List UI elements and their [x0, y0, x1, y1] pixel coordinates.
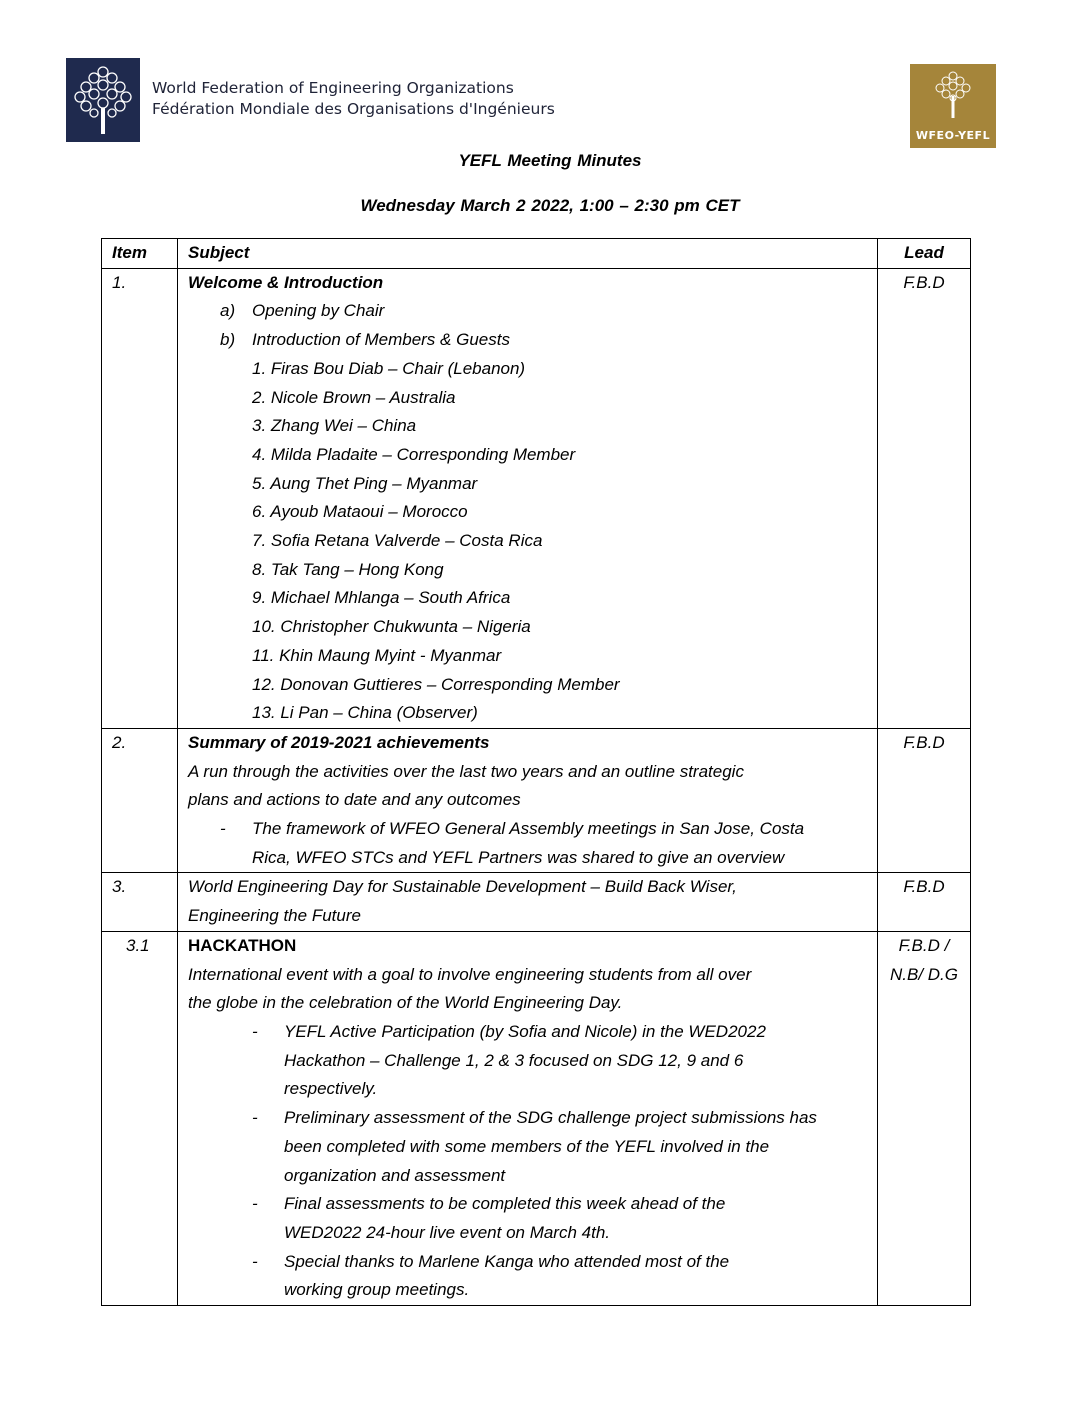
member-list-item: 13. Li Pan – China (Observer): [252, 703, 478, 723]
row-lead: F.B.D: [878, 873, 971, 931]
bullet-text: Special thanks to Marlene Kanga who attended most of the: [284, 1251, 730, 1271]
org-name-fr: Fédération Mondiale des Organisations d'Ingénieurs: [152, 100, 555, 118]
member-list-item: 7. Sofia Retana Valverde – Costa Rica: [252, 531, 543, 551]
page-title: YEFL Meeting Minutes: [458, 151, 642, 170]
bullet-continuation: organization and assessment: [284, 1165, 506, 1185]
header-lead: Lead: [878, 239, 971, 269]
bullet-item: [188, 1190, 873, 1219]
sub-item: [188, 326, 873, 355]
bullet-text: YEFL Active Participation (by Sofia and Nicole) in the WED2022: [284, 1021, 766, 1041]
bullet-text: The framework of WFEO General Assembly meetings in San Jose, Costa: [252, 819, 805, 839]
bullet-item: [188, 1018, 873, 1047]
row-lead: F.B.D: [878, 268, 971, 728]
bullet-text: Final assessments to be completed this week ahead of the: [284, 1194, 726, 1214]
member-list-item: 9. Michael Mhlanga – South Africa: [252, 588, 511, 608]
row-lead: F.B.D: [878, 728, 971, 873]
bullet-text: Preliminary assessment of the SDG challenge project submissions has: [284, 1108, 817, 1128]
row-item-number: 2.: [102, 728, 178, 873]
member-list-item: 8. Tak Tang – Hong Kong: [252, 559, 444, 579]
sub-item-text: Opening by Chair: [252, 301, 385, 321]
lead-line: F.B.D /: [898, 935, 950, 955]
bullet-item: [188, 815, 873, 844]
row-subject: [178, 728, 878, 873]
org-names: [152, 78, 555, 120]
sub-item: [188, 297, 873, 326]
member-list-item: 4. Milda Pladaite – Corresponding Member: [252, 444, 576, 464]
bullet-continuation: Rica, WFEO STCs and YEFL Partners was shared to give an overview: [252, 847, 785, 867]
row-heading: Summary of 2019-2021 achievements: [188, 732, 490, 752]
bullet-continuation: Hackathon – Challenge 1, 2 & 3 focused on SDG 12, 9 and 6: [284, 1050, 744, 1070]
table-row: [102, 268, 971, 728]
table-row: [102, 728, 971, 873]
bullet-continuation: working group meetings.: [284, 1280, 470, 1300]
bullet-continuation: WED2022 24-hour live event on March 4th.: [284, 1222, 611, 1242]
row-item-number: 1.: [102, 268, 178, 728]
bullet-marker: -: [220, 819, 226, 839]
row-text: World Engineering Day for Sustainable Development – Build Back Wiser,: [188, 877, 737, 897]
bullet-marker: -: [252, 1021, 258, 1041]
sub-item-marker: b): [220, 330, 236, 350]
header-subject: Subject: [178, 239, 878, 269]
table-row: [102, 931, 971, 1305]
member-list-item: 10. Christopher Chukwunta – Nigeria: [252, 617, 531, 637]
wfeo-logo: [66, 58, 140, 142]
header-item: Item: [102, 239, 178, 269]
member-list-item: 3. Zhang Wei – China: [252, 416, 417, 436]
row-text: International event with a goal to involve engineering students from all over: [188, 964, 752, 984]
row-text: the globe in the celebration of the World Engineering Day.: [188, 993, 623, 1013]
row-text: Engineering the Future: [188, 906, 361, 926]
member-list-item: 11. Khin Maung Myint - Myanmar: [252, 645, 502, 665]
sub-item-text: Introduction of Members & Guests: [252, 330, 510, 350]
bullet-item: [188, 1248, 873, 1277]
bullet-marker: -: [252, 1251, 258, 1271]
row-text: A run through the activities over the last two years and an outline strategic: [188, 761, 744, 781]
lead-line: N.B/ D.G: [889, 964, 958, 984]
row-item-number: 3.: [102, 873, 178, 931]
minutes-table: [101, 238, 971, 1306]
member-list-item: 2. Nicole Brown – Australia: [252, 387, 456, 407]
bullet-marker: -: [252, 1108, 258, 1128]
row-subject: [178, 268, 878, 728]
table-row: [102, 873, 971, 931]
row-item-number: 3.1: [102, 931, 178, 1305]
row-subject: [178, 873, 878, 931]
bullet-item: [188, 1104, 873, 1133]
meeting-date: Wednesday March 2 2022, 1:00 – 2:30 pm CET: [360, 196, 740, 215]
logo-label: WFEO-YEFL: [915, 129, 991, 142]
row-text: plans and actions to date and any outcomes: [188, 790, 521, 810]
tree-icon: [66, 58, 140, 142]
wfeo-yefl-logo: [910, 64, 996, 148]
row-heading: Welcome & Introduction: [188, 272, 384, 292]
org-name-en: World Federation of Engineering Organizations: [152, 79, 514, 97]
bullet-continuation: been completed with some members of the YEFL involved in the: [284, 1136, 770, 1156]
row-lead: [878, 931, 971, 1305]
table-header-row: [102, 239, 971, 269]
sub-item-marker: a): [220, 301, 236, 321]
row-heading: HACKATHON: [188, 935, 297, 955]
member-list-item: 12. Donovan Guttieres – Corresponding Member: [252, 674, 620, 694]
bullet-marker: -: [252, 1194, 258, 1214]
bullet-continuation: respectively.: [284, 1079, 378, 1099]
member-list-item: 6. Ayoub Mataoui – Morocco: [252, 502, 468, 522]
tree-icon: [910, 64, 996, 124]
member-list-item: 5. Aung Thet Ping – Myanmar: [252, 473, 478, 493]
member-list-item: 1. Firas Bou Diab – Chair (Lebanon): [252, 358, 526, 378]
row-subject: [178, 931, 878, 1305]
